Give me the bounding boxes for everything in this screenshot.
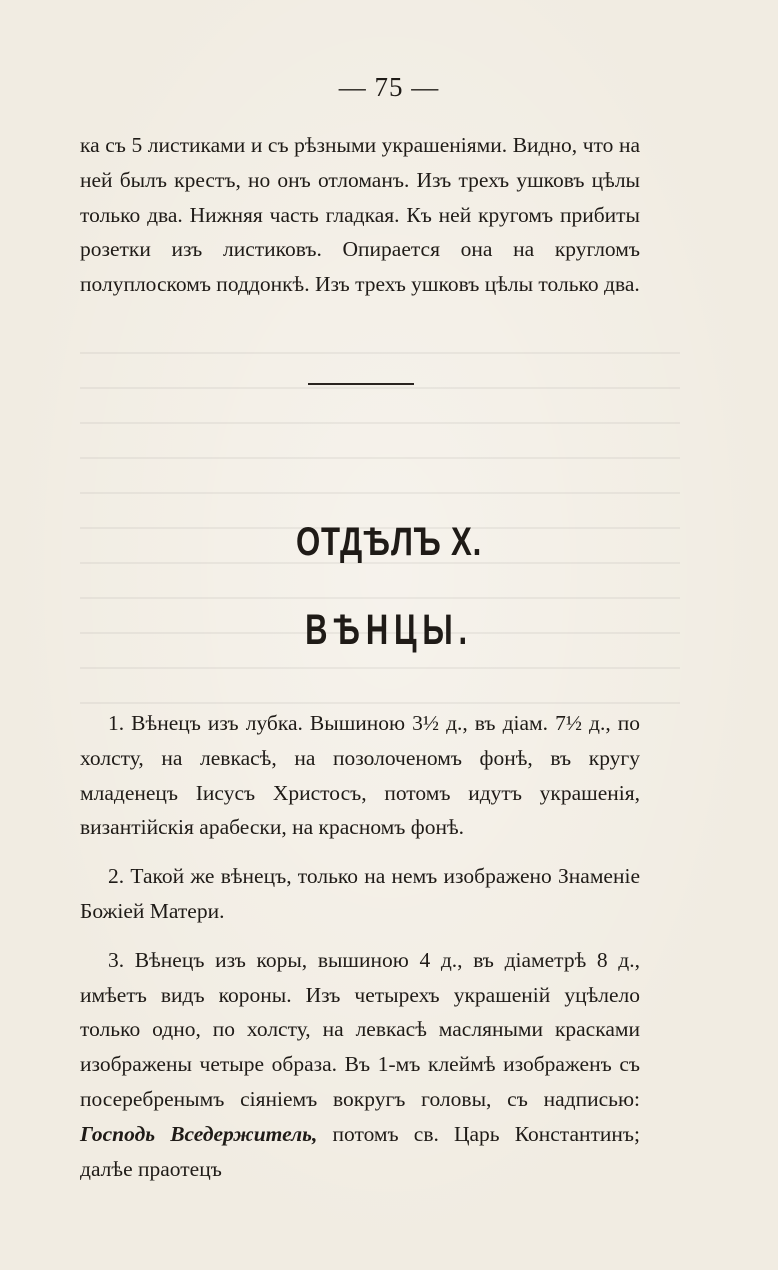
paragraph-text: ка съ 5 листиками и съ рѣзными украшеніями. Видно, что на ней былъ крестъ, но онъ отломанъ. Изъ трехъ ушковъ цѣлы только два. Нижняя часть гладкая. Къ ней кругомъ прибиты розетки изъ листиковъ. Опирается она на кругломъ полуплоскомъ поддонкѣ. Изъ трехъ ушковъ цѣлы только два. xyxy=(80,133,640,297)
continued-paragraph xyxy=(80,128,640,302)
section-divider xyxy=(308,383,414,385)
entry-1: 1. Вѣнецъ изъ лубка. Вышиною 3½ д., въ діам. 7½ д., по холсту, на левкасѣ, на позолоченомъ фонѣ, въ кругу младенецъ Іисусъ Христосъ, потомъ идутъ украшенія, византійскія арабески, на красномъ фонѣ. xyxy=(80,711,640,840)
entry-3-text-after: потомъ св. Царь Константинъ; далѣе праотецъ xyxy=(80,1121,640,1181)
entry-2: 2. Такой же вѣнецъ, только на немъ изображено Знаменіе Божіей Матери. xyxy=(80,864,640,923)
section-subheading: ВѢНЦЫ. xyxy=(305,606,473,654)
entry-3 xyxy=(80,943,640,1187)
page-number: — 75 — xyxy=(338,72,440,102)
section-heading: ОТДѢЛЪ Х. xyxy=(295,520,483,564)
entries-list xyxy=(80,706,640,1186)
entry-3-inscription: Господь Вседержитель, xyxy=(80,1121,318,1146)
entry-3-text-before: 3. Вѣнецъ изъ коры, вышиною 4 д., въ діаметрѣ 8 д., имѣетъ видъ короны. Изъ четырехъ украшеній уцѣлело только одно, по холсту, на левкасѣ масляными красками изображены четыре образа. Въ 1-мъ клеймѣ изображенъ съ посеребренымъ сіяніемъ вокругъ головы, съ надписью: xyxy=(80,947,640,1111)
